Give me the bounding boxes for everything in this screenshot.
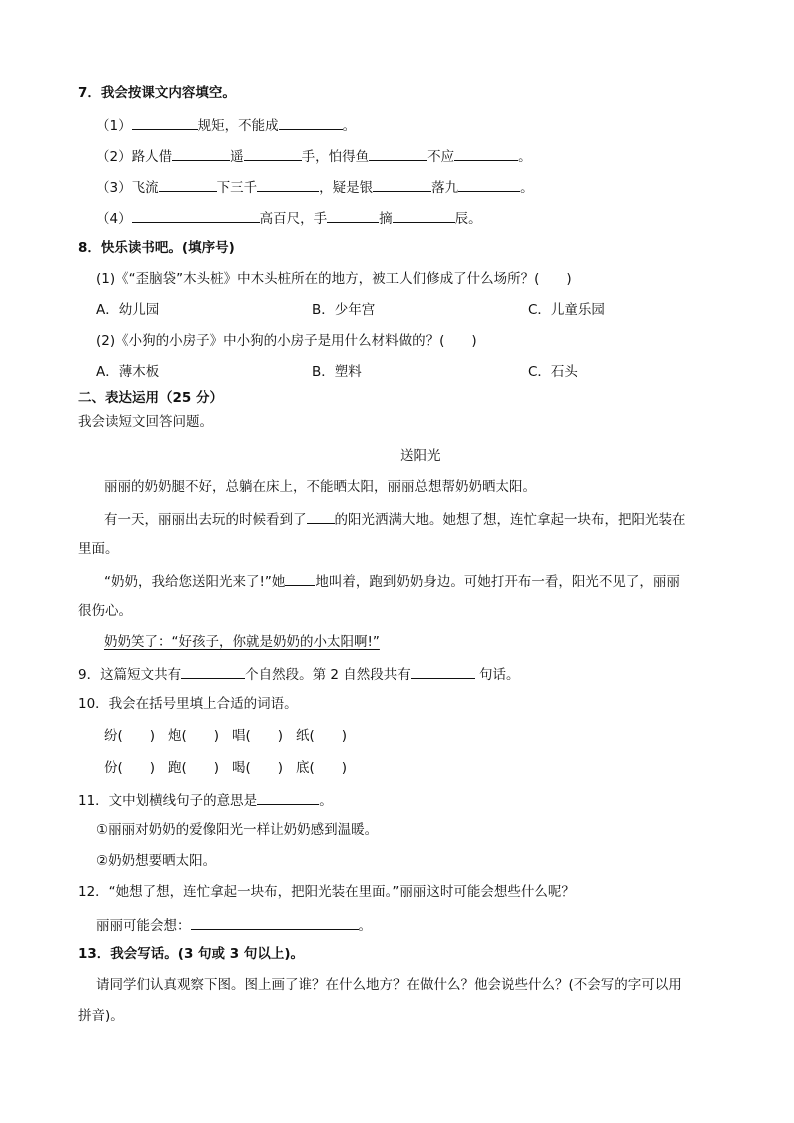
q8-sub1-option-b[interactable]	[312, 300, 375, 320]
q7-line1	[96, 114, 356, 136]
q7-l4-c: 摘	[379, 211, 393, 227]
q7-l3-d: 落九	[431, 180, 459, 196]
q12-blank[interactable]	[191, 914, 359, 930]
section2-heading-text: 二、表达运用（25 分）	[78, 390, 223, 406]
section2-heading	[78, 388, 223, 408]
q11-option-1-text: ①丽丽对奶奶的爱像阳光一样让奶奶感到温暖。	[96, 822, 379, 838]
q7-l4-blank1[interactable]	[132, 207, 260, 223]
passage-p3-a: “奶奶，我给您送阳光来了!”她	[104, 574, 286, 590]
passage-p4-text: 奶奶笑了：“好孩子，你就是奶奶的小太阳啊!”	[104, 634, 380, 650]
q10-r2-c2[interactable]: 跑( )	[168, 760, 220, 776]
section2-intro-text: 我会读短文回答问题。	[78, 414, 213, 430]
q8-sub1-text: (1)《“歪脑袋”木头桩》中木头桩所在的地方，被工人们修成了什么场所？( )	[96, 271, 572, 287]
q8-title	[78, 238, 235, 258]
q7-line3	[96, 176, 534, 198]
q11-option-2[interactable]	[96, 851, 216, 871]
q13-p1-text: 请同学们认真观察下图。图上画了谁？在什么地方？在做什么？他会说些什么？(不会写的字可以用	[96, 977, 682, 993]
q10-r1-c4[interactable]: 纸( )	[296, 728, 348, 744]
q9-blank1[interactable]	[181, 663, 245, 679]
q8-sub2	[96, 331, 477, 351]
q9-blank2[interactable]	[411, 663, 475, 679]
q7-l2-c: 手，怕得鱼	[301, 149, 370, 165]
q7-l4-blank3[interactable]	[393, 207, 455, 223]
passage-p2-b: 的阳光洒满大地。她想了想，连忙拿起一块布，把阳光装在	[334, 512, 686, 528]
q13-p2	[78, 1006, 124, 1026]
passage-p3-blank[interactable]	[285, 570, 315, 586]
passage-p2-line2	[78, 539, 119, 559]
q8-sub1-option-c[interactable]	[528, 300, 605, 320]
q10-row2	[104, 758, 360, 778]
q13-title-text: 13．我会写话。(3 句或 3 句以上)。	[78, 946, 305, 962]
passage-p3-b: 地叫着，跑到奶奶身边。可她打开布一看，阳光不见了，丽丽	[315, 574, 680, 590]
q10-r2-c1[interactable]: 份( )	[104, 760, 156, 776]
q9-b: 个自然段。第 2 自然段共有	[245, 667, 411, 683]
q8-title-text: 8．快乐读书吧。(填序号)	[78, 240, 235, 256]
q9	[78, 663, 520, 685]
q12-answer-line	[96, 914, 372, 936]
q7-l3-blank4[interactable]	[458, 176, 520, 192]
passage-p3-c: 很伤心。	[78, 603, 132, 619]
q8-sub1-option-a-text: A．幼儿园	[96, 302, 160, 318]
q7-l1-b: 规矩，不能成	[197, 118, 279, 134]
q7-title-text: 7．我会按课文内容填空。	[78, 85, 236, 101]
passage-p2-a: 有一天，丽丽出去玩的时候看到了	[104, 512, 307, 528]
q7-l2-b: 遥	[230, 149, 244, 165]
q7-l1-a: （1）	[96, 118, 132, 134]
q8-sub2-option-a-text: A．薄木板	[96, 364, 160, 380]
q9-c: 句话。	[474, 667, 520, 683]
q7-l2-blank2[interactable]	[244, 145, 302, 161]
q10-row1	[104, 726, 360, 746]
q7-l2-blank4[interactable]	[454, 145, 518, 161]
q7-line4	[96, 207, 482, 229]
q10-r1-c1[interactable]: 纷( )	[104, 728, 156, 744]
q10-r1-c2[interactable]: 炮( )	[168, 728, 220, 744]
q8-sub2-option-c-text: C．石头	[528, 364, 578, 380]
q12-b: 。	[358, 918, 372, 934]
q7-l3-a: （3）飞流	[96, 180, 159, 196]
q8-sub1-option-c-text: C．儿童乐园	[528, 302, 605, 318]
q10-title	[78, 694, 298, 714]
q11-b: 。	[319, 793, 333, 809]
passage-p3-line2	[78, 601, 132, 621]
passage-p1-text: 丽丽的奶奶腿不好，总躺在床上，不能晒太阳，丽丽总想帮奶奶晒太阳。	[104, 479, 536, 495]
q7-title	[78, 83, 236, 103]
passage-p1	[104, 477, 536, 497]
q7-l4-blank2[interactable]	[327, 207, 379, 223]
q7-l3-e: 。	[520, 180, 534, 196]
q11-blank[interactable]	[257, 789, 319, 805]
q11-option-1[interactable]	[96, 820, 378, 840]
q10-r2-c3[interactable]: 喝( )	[232, 760, 284, 776]
q8-sub2-text: (2)《小狗的小房子》中小狗的小房子是用什么材料做的？( )	[96, 333, 477, 349]
q7-l3-blank2[interactable]	[257, 176, 319, 192]
q11-a: 11．文中划横线句子的意思是	[78, 793, 258, 809]
q12-title-text: 12．“她想了想，连忙拿起一块布，把阳光装在里面。”丽丽这时可能会想些什么呢？	[78, 884, 575, 900]
q7-l4-a: （4）	[96, 211, 132, 227]
passage-p2-line1	[104, 508, 686, 530]
passage-p2-c: 里面。	[78, 541, 119, 557]
q8-sub1-option-b-text: B．少年宫	[312, 302, 376, 318]
q7-l1-blank2[interactable]	[279, 114, 343, 130]
q10-r1-c3[interactable]: 唱( )	[232, 728, 284, 744]
q7-l3-blank3[interactable]	[373, 176, 431, 192]
q8-sub2-option-a[interactable]	[96, 362, 159, 382]
q7-l2-e: 。	[518, 149, 532, 165]
q7-l3-c: ，疑是银	[319, 180, 374, 196]
q11	[78, 789, 333, 811]
passage-title-text: 送阳光	[400, 448, 441, 464]
q9-a: 9．这篇短文共有	[78, 667, 182, 683]
q10-r2-c4[interactable]: 底( )	[296, 760, 348, 776]
q12-title	[78, 882, 575, 902]
q7-l3-b: 下三千	[216, 180, 258, 196]
q7-l1-blank1[interactable]	[132, 114, 198, 130]
passage-p4-underlined	[104, 632, 380, 652]
q8-sub2-option-b-text: B．塑料	[312, 364, 362, 380]
q12-a: 丽丽可能会想：	[96, 918, 191, 934]
q7-l2-blank1[interactable]	[172, 145, 230, 161]
q8-sub1	[96, 269, 572, 289]
passage-title	[400, 446, 441, 466]
q7-l2-blank3[interactable]	[369, 145, 427, 161]
q7-l1-c: 。	[342, 118, 357, 134]
passage-p2-blank[interactable]	[307, 508, 335, 524]
q10-title-text: 10．我会在括号里填上合适的词语。	[78, 696, 298, 712]
q11-option-2-text: ②奶奶想要晒太阳。	[96, 853, 217, 869]
q8-sub1-option-a[interactable]	[96, 300, 159, 320]
q7-l4-b: 高百尺，手	[259, 211, 328, 227]
section2-intro	[78, 412, 213, 432]
q13-p2-text: 拼音)。	[78, 1008, 124, 1024]
q8-sub2-option-b[interactable]	[312, 362, 362, 382]
q7-l2-d: 不应	[427, 149, 455, 165]
q7-l2-a: （2）路人借	[96, 149, 173, 165]
q7-l4-d: 辰。	[454, 211, 482, 227]
q7-line2	[96, 145, 532, 167]
q8-sub2-option-c[interactable]	[528, 362, 578, 382]
q13-p1	[96, 975, 682, 995]
q7-l3-blank1[interactable]	[159, 176, 217, 192]
passage-p3-line1	[104, 570, 680, 592]
q13-title	[78, 944, 304, 964]
